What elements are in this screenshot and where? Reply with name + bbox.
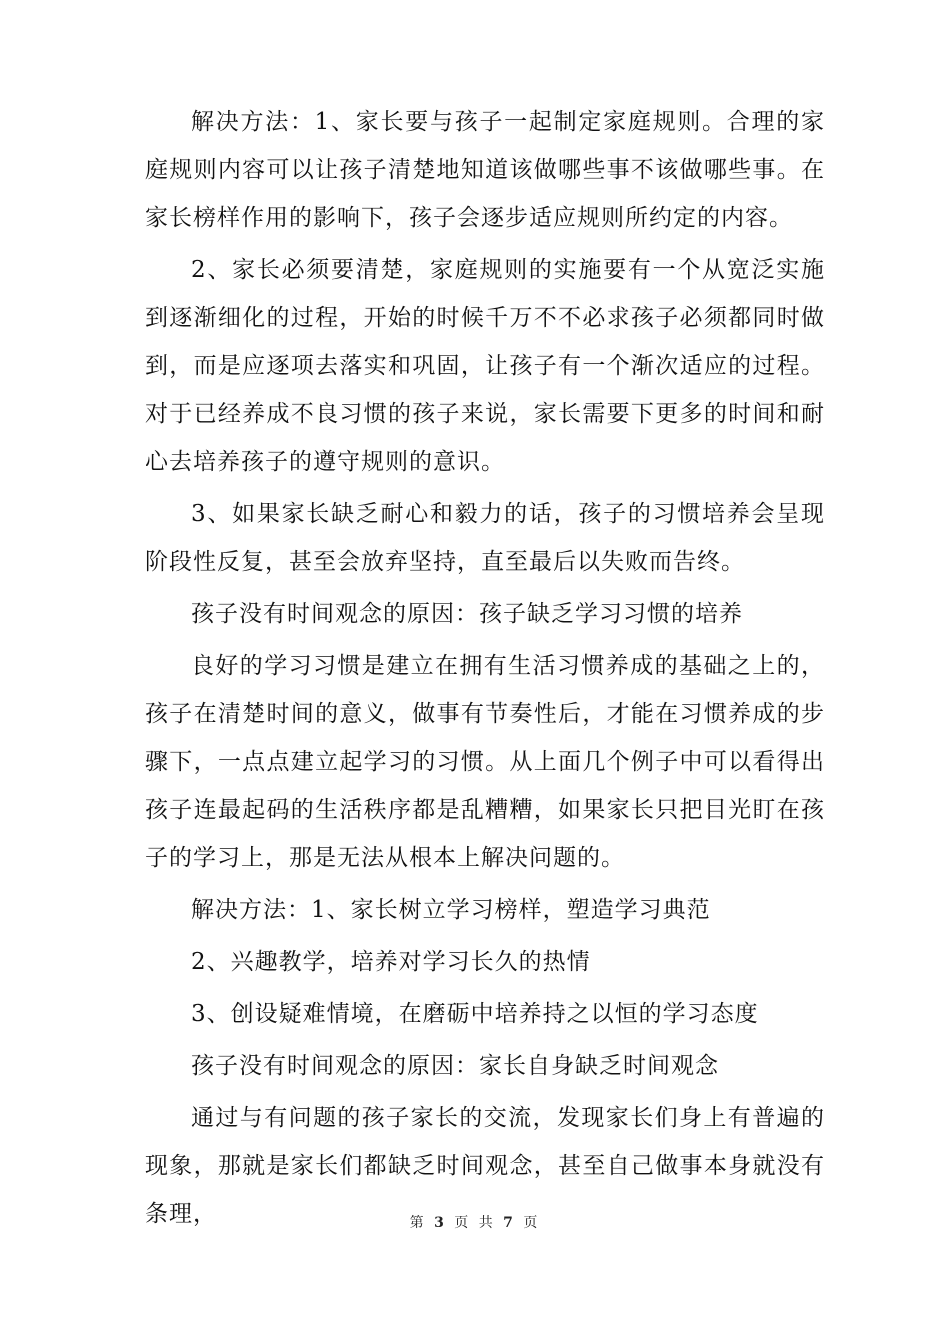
current-page-number: 3 xyxy=(434,1215,447,1231)
footer-suffix: 页 xyxy=(523,1215,541,1231)
paragraph: 良好的学习习惯是建立在拥有生活习惯养成的基础之上的，孩子在清楚时间的意义，做事有节奏性后，才能在习惯养成的步骤下，一点点建立起学习的习惯。从上面几个例子中可以看得出孩子连最起码的生活秩序都是乱糟糟，如果家长只把目光盯在孩子的学习上，那是无法从根本上解决问题的。 xyxy=(145,653,825,871)
paragraph: 2、兴趣教学，培养对学习长久的热情 xyxy=(191,949,591,975)
paragraph: 通过与有问题的孩子家长的交流，发现家长们身上有普遍的现象，那就是家长们都缺乏时间观念，甚至自己做事本身就没有条理， xyxy=(145,1105,825,1227)
body-text xyxy=(145,98,825,1242)
paragraph: 2、家长必须要清楚，家庭规则的实施要有一个从宽泛实施到逐渐细化的过程，开始的时候千万不不必求孩子必须都同时做到，而是应逐项去落实和巩固，让孩子有一个渐次适应的过程。对于已经养成不良习惯的孩子来说，家长需要下更多的时间和耐心去培养孩子的遵守规则的意识。 xyxy=(145,257,825,475)
paragraph: 解决方法：1、家长要与孩子一起制定家庭规则。合理的家庭规则内容可以让孩子清楚地知道该做哪些事不该做哪些事。在家长榜样作用的影响下，孩子会逐步适应规则所约定的内容。 xyxy=(145,109,825,231)
paragraph: 3、如果家长缺乏耐心和毅力的话，孩子的习惯培养会呈现阶段性反复，甚至会放弃坚持，直至最后以失败而告终。 xyxy=(145,501,825,575)
page-footer xyxy=(0,1213,950,1233)
paragraph: 3、创设疑难情境，在磨砺中培养持之以恒的学习态度 xyxy=(191,1001,759,1027)
total-pages-number: 7 xyxy=(503,1215,516,1231)
section-heading: 孩子没有时间观念的原因：家长自身缺乏时间观念 xyxy=(191,1053,719,1079)
paragraph: 解决方法：1、家长树立学习榜样，塑造学习典范 xyxy=(191,897,711,923)
footer-middle: 页 共 xyxy=(454,1215,496,1231)
footer-prefix: 第 xyxy=(409,1215,427,1231)
section-heading: 孩子没有时间观念的原因：孩子缺乏学习习惯的培养 xyxy=(191,601,743,627)
